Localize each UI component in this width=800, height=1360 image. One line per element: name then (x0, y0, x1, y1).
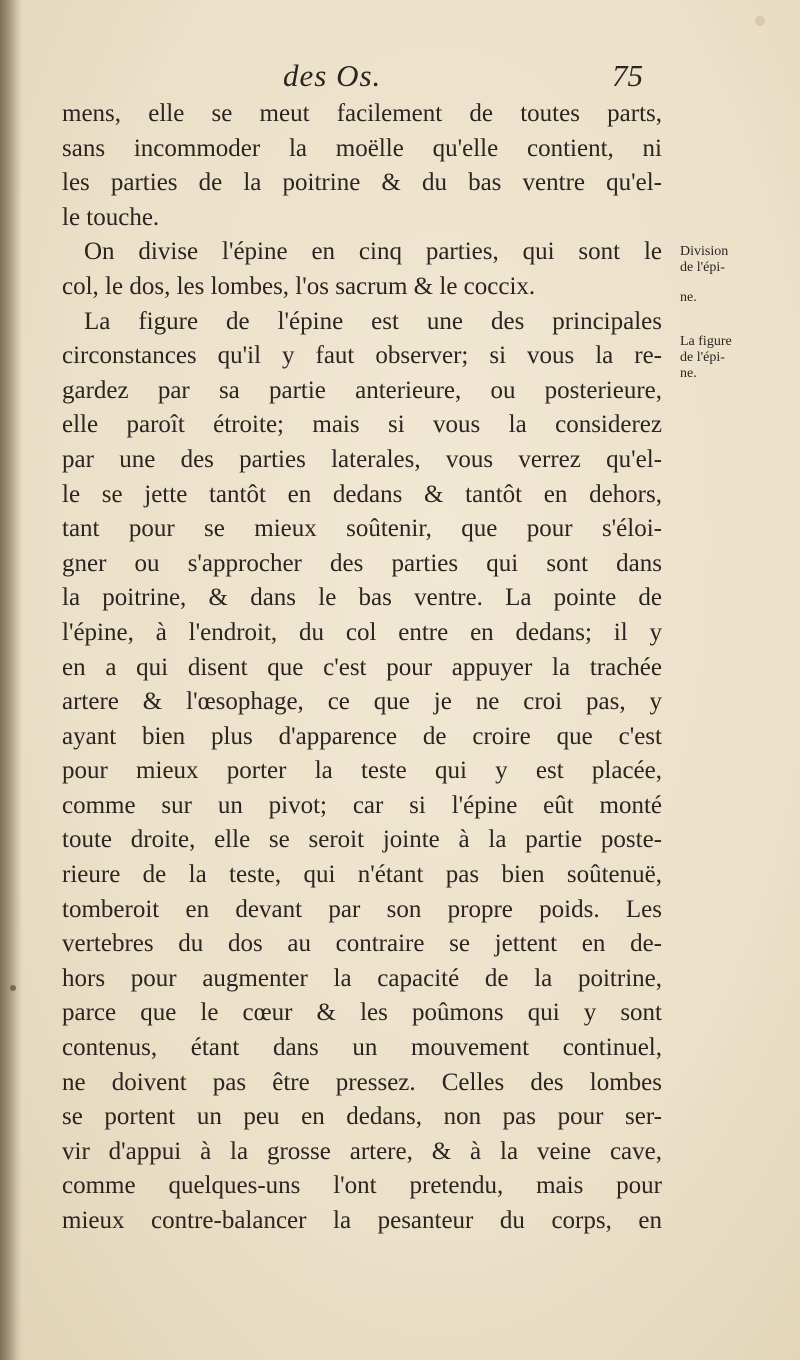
text-line: vertebres du dos au contraire se jettent en de- (62, 930, 662, 958)
text-line: sans incommoder la moëlle qu'elle contient, ni (62, 134, 662, 162)
page-header (0, 58, 800, 102)
margin-note-line: de l'épi- (680, 350, 725, 365)
margin-note-line: La figure (680, 334, 732, 349)
text-line: hors pour augmenter la capacité de la poitrine, (62, 964, 662, 992)
text-line: la poitrine, & dans le bas ventre. La pointe de (62, 584, 662, 612)
page-binding-shadow (0, 0, 22, 1360)
text-line: vir d'appui à la grosse artere, & à la veine cave, (62, 1137, 662, 1165)
text-line: parce que le cœur & les poûmons qui y sont (62, 999, 662, 1027)
paper-stain (10, 985, 16, 991)
text-line: ayant bien plus d'apparence de croire que c'est (62, 722, 662, 750)
text-line: comme sur un pivot; car si l'épine eût monté (62, 791, 662, 819)
text-line: On divise l'épine en cinq parties, qui sont le (84, 238, 662, 266)
text-line: se portent un peu en dedans, non pas pour ser- (62, 1103, 662, 1131)
text-line: gardez par sa partie anterieure, ou posterieure, (62, 376, 662, 404)
text-line: mens, elle se meut facilement de toutes parts, (62, 100, 662, 127)
text-line: circonstances qu'il y faut observer; si vous la re- (62, 342, 662, 370)
page-number: 75 (612, 58, 643, 93)
paper-stain (755, 16, 765, 26)
text-line: contenus, étant dans un mouvement continuel, (62, 1034, 662, 1062)
text-line: tomberoit en devant par son propre poids. Les (62, 895, 662, 923)
text-line: en a qui disent que c'est pour appuyer la trachée (62, 653, 662, 681)
text-line: elle paroît étroite; mais si vous la considerez (62, 411, 662, 439)
text-line: les parties de la poitrine & du bas ventre qu'el- (62, 169, 662, 197)
text-line: La figure de l'épine est une des principales (84, 307, 662, 335)
margin-note-line: ne. (680, 290, 697, 305)
text-line: le touche. (62, 203, 160, 231)
text-line: gner ou s'approcher des parties qui sont dans (62, 549, 662, 577)
margin-note-line: ne. (680, 366, 697, 381)
text-line: mieux contre-balancer la pesanteur du corps, en (62, 1207, 662, 1234)
text-line: le se jette tantôt en dedans & tantôt en dehors, (62, 480, 662, 508)
text-line: pour mieux porter la teste qui y est placée, (62, 757, 662, 785)
text-line: toute droite, elle se seroit jointe à la partie poste- (62, 826, 662, 854)
text-line: comme quelques-uns l'ont pretendu, mais pour (62, 1172, 662, 1200)
margin-note-line: Division (680, 244, 729, 259)
text-line: artere & l'œsophage, ce que je ne croi pas, y (62, 688, 662, 716)
running-head: des Os. (283, 58, 382, 93)
text-line: rieure de la teste, qui n'étant pas bien soûtenuë, (62, 861, 662, 889)
body-text (62, 97, 662, 1239)
text-line: l'épine, à l'endroit, du col entre en dedans; il y (62, 618, 662, 646)
margin-note-figure (680, 334, 750, 382)
margin-note-division (680, 244, 750, 306)
text-line: par une des parties laterales, vous verrez qu'el- (62, 445, 662, 473)
margin-note-line: de l'épi- (680, 260, 725, 275)
text-line: col, le dos, les lombes, l'os sacrum & le coccix. (62, 272, 536, 300)
text-line: ne doivent pas être pressez. Celles des lombes (62, 1068, 662, 1096)
text-line: tant pour se mieux soûtenir, que pour s'éloi- (62, 515, 662, 543)
